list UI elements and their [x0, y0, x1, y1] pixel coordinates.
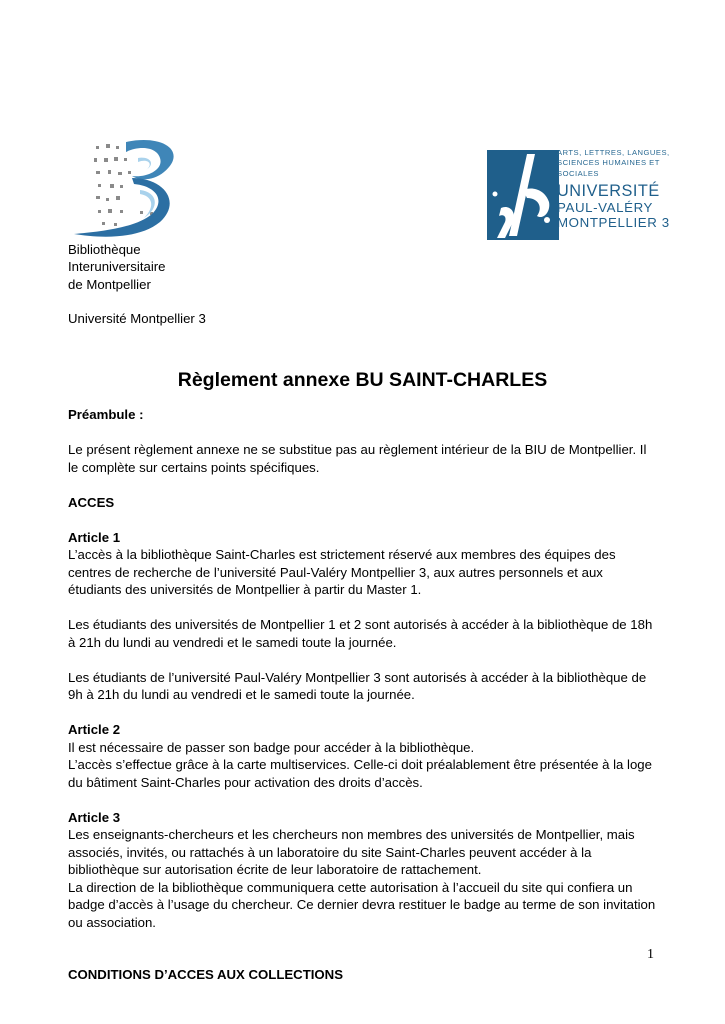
biu-logo-graphic — [68, 138, 186, 244]
article-1-paragraph-3: Les étudiants de l’université Paul-Valéry Montpellier 3 sont autorisés à accéder à la bibliothèque de 9h à 21h du lundi au vendredi et le samedi toute la journée. — [68, 669, 647, 702]
biu-line-2: Interuniversitaire — [68, 259, 166, 275]
article-1-heading: Article 1 — [68, 529, 121, 545]
upv-tagline-2: SCIENCES HUMAINES ET — [557, 158, 660, 168]
biu-line-3: de Montpellier — [68, 276, 151, 292]
upv-name-3: MONTPELLIER 3 — [557, 214, 670, 230]
upv-tagline-1: ARTS, LETTRES, LANGUES, — [557, 148, 670, 157]
article-3-paragraph-1: Les enseignants-chercheurs et les chercheurs non membres des universités de Montpellier, mais associés, invités, ou rattachés à un laboratoire du site Saint-Charles peuvent accéder à la bibliothèque sur autorisation écrite de leur laboratoire de rattachement. — [68, 827, 635, 877]
article-1-paragraph-2: Les étudiants des universités de Montpellier 1 et 2 sont autorisés à accéder à la bibliothèque de 18h à 21h du lundi au vendredi et le samedi toute la journée. — [68, 617, 653, 650]
page-number: 1 — [647, 947, 654, 962]
biu-logo — [68, 138, 186, 244]
upv-wordmark — [557, 148, 677, 230]
article-2-line-2: L’accès s’effectue grâce à la carte multiservices. Celle-ci doit préalablement être présentée à la loge du bâtiment Saint-Charles pour activation des droits d’accès. — [68, 757, 652, 790]
preamble-text: Le présent règlement annexe ne se substitue pas au règlement intérieur de la BIU de Montpellier. Il le complète sur certains points spécifiques. — [68, 442, 647, 475]
upv-logo-graphic — [487, 150, 559, 240]
article-3-paragraph-2: La direction de la bibliothèque communiquera cette autorisation à l’accueil du site qui confiera un badge d’accès à l’usage du chercheur. Ce dernier devra restituer le badge au terme de son invitation ou association. — [68, 879, 656, 930]
upv-logo — [487, 150, 559, 240]
biu-line-1: Bibliothèque — [68, 242, 141, 257]
upv-tagline-3: SOCIALES — [557, 168, 599, 178]
upv-name-2: PAUL-VALÉRY — [557, 199, 654, 215]
document-body — [68, 406, 658, 984]
article-2-heading: Article 2 — [68, 722, 121, 737]
section-acces: ACCES — [68, 494, 115, 510]
article-3-heading: Article 3 — [68, 809, 121, 825]
article-1-paragraph-1: L’accès à la bibliothèque Saint-Charles est strictement réservé aux membres des équipes des centres de recherche de l’université Paul-Valéry Montpellier 3, aux autres personnels et aux étudiants des universités de Montpellier à partir du Master 1. — [68, 547, 616, 597]
section-collections: CONDITIONS D’ACCES AUX COLLECTIONS — [68, 967, 343, 982]
article-2-line-1: Il est nécessaire de passer son badge pour accéder à la bibliothèque. — [68, 739, 475, 755]
upv-name-1: UNIVERSITÉ — [557, 182, 660, 201]
page-title: Règlement annexe BU SAINT-CHARLES — [177, 369, 548, 391]
university-name: Université Montpellier 3 — [68, 311, 206, 326]
biu-name — [68, 241, 165, 293]
preamble-heading: Préambule : — [68, 407, 144, 422]
